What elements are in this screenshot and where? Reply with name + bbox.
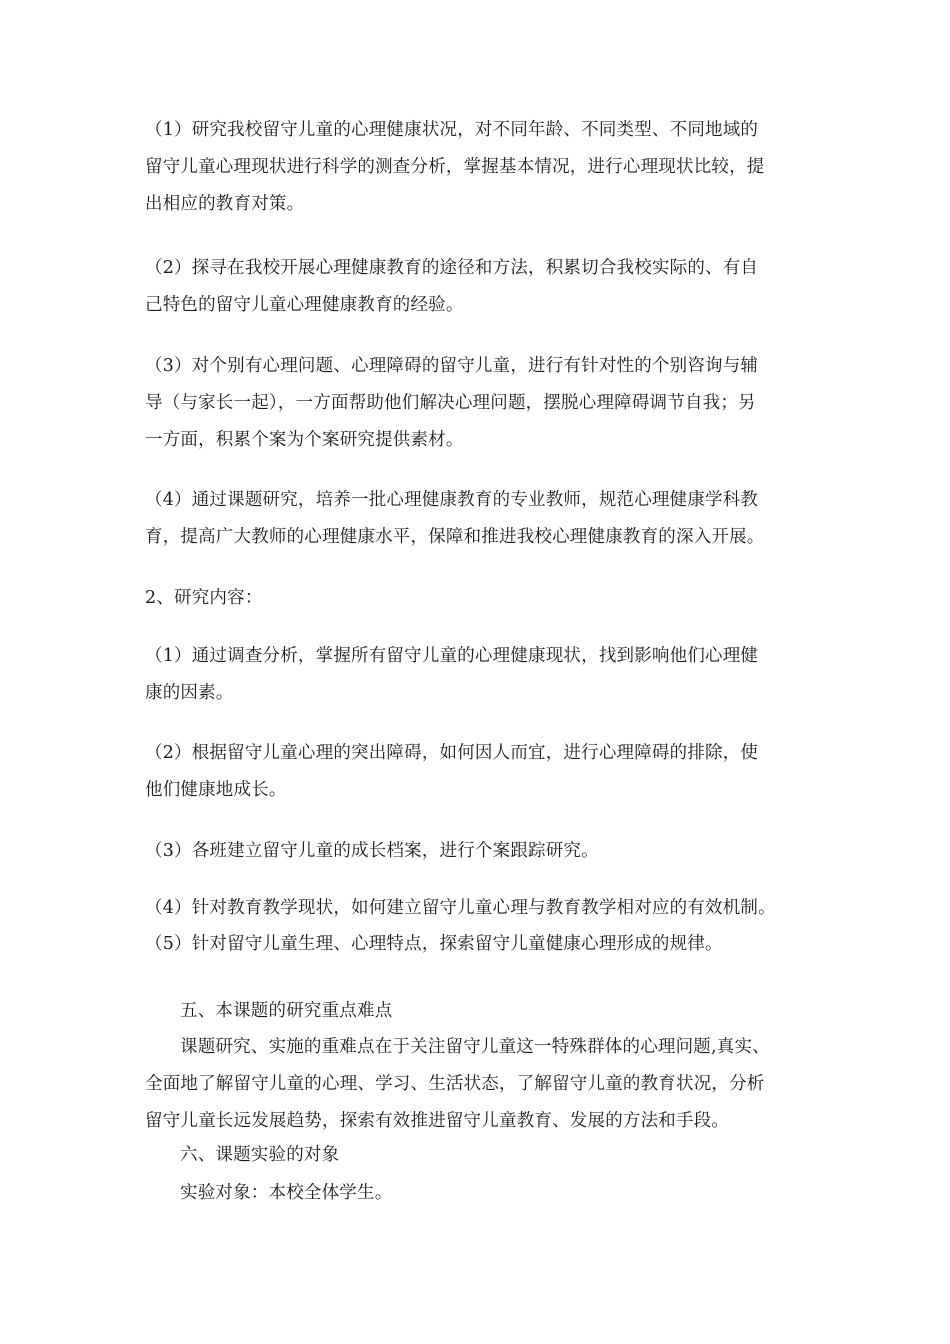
text-line: （4）通过课题研究，培养一批心理健康教育的专业教师，规范心理健康学科教 xyxy=(145,490,759,510)
heading-text: 五、本课题的研究重点难点 xyxy=(180,1001,393,1021)
text-line: （4）针对教育教学现状，如何建立留守儿童心理与教育教学相对应的有效机制。 xyxy=(145,898,776,918)
text-line: （2）探寻在我校开展心理健康教育的途径和方法，积累切合我校实际的、有自 xyxy=(145,258,759,278)
research-item-2 xyxy=(145,735,813,809)
research-item-5 xyxy=(145,926,813,963)
heading-text: 六、课题实验的对象 xyxy=(180,1145,340,1165)
text-line: （3）各班建立留守儿童的成长档案，进行个案跟踪研究。 xyxy=(145,841,599,861)
text-line: 全面地了解留守儿童的心理、学习、生活状态，了解留守儿童的教育状况，分析 xyxy=(145,1074,765,1094)
section-five-heading xyxy=(180,993,820,1030)
text-line: （2）根据留守儿童心理的突出障碍，如何因人而宜，进行心理障碍的排除，使 xyxy=(145,743,759,763)
text-line: 一方面，积累个案为个案研究提供素材。 xyxy=(145,430,464,450)
text-line: 课题研究、实施的重难点在于关注留守儿童这一特殊群体的心理问题,真实、 xyxy=(180,1037,770,1057)
research-item-3 xyxy=(145,833,813,870)
objective-paragraph-4 xyxy=(145,482,813,556)
section-five-body xyxy=(145,1029,813,1140)
text-line: 己特色的留守儿童心理健康教育的经验。 xyxy=(145,295,464,315)
objective-paragraph-2 xyxy=(145,250,813,324)
objective-paragraph-1 xyxy=(145,112,813,223)
research-item-1 xyxy=(145,638,813,712)
research-item-4 xyxy=(145,890,815,927)
text-line: 实验对象：本校全体学生。 xyxy=(180,1183,393,1203)
section-six-body xyxy=(180,1175,820,1212)
text-line: 他们健康地成长。 xyxy=(145,780,287,800)
text-line: 留守儿童心理现状进行科学的测查分析，掌握基本情况，进行心理现状比较，提 xyxy=(145,157,765,177)
text-line: 留守儿童长远发展趋势，探索有效推进留守儿童教育、发展的方法和手段。 xyxy=(145,1111,730,1131)
text-line: 育，提高广大教师的心理健康水平，保障和推进我校心理健康教育的深入开展。 xyxy=(145,527,765,547)
text-line: 导（与家长一起），一方面帮助他们解决心理问题，摆脱心理障碍调节自我；另 xyxy=(145,393,756,413)
objective-paragraph-3 xyxy=(145,348,813,459)
text-line: 康的因素。 xyxy=(145,683,234,703)
text-line: （5）针对留守儿童生理、心理特点，探索留守儿童健康心理形成的规律。 xyxy=(145,934,723,954)
section-six-heading xyxy=(180,1137,820,1174)
text-line: （3）对个别有心理问题、心理障碍的留守儿童，进行有针对性的个别咨询与辅 xyxy=(145,356,759,376)
text-line: （1）研究我校留守儿童的心理健康状况，对不同年龄、不同类型、不同地域的 xyxy=(145,120,759,140)
text-line: （1）通过调查分析，掌握所有留守儿童的心理健康现状，找到影响他们心理健 xyxy=(145,646,759,666)
heading-text: 2、研究内容： xyxy=(145,588,263,608)
text-line: 出相应的教育对策。 xyxy=(145,194,305,214)
research-content-heading xyxy=(145,580,813,617)
